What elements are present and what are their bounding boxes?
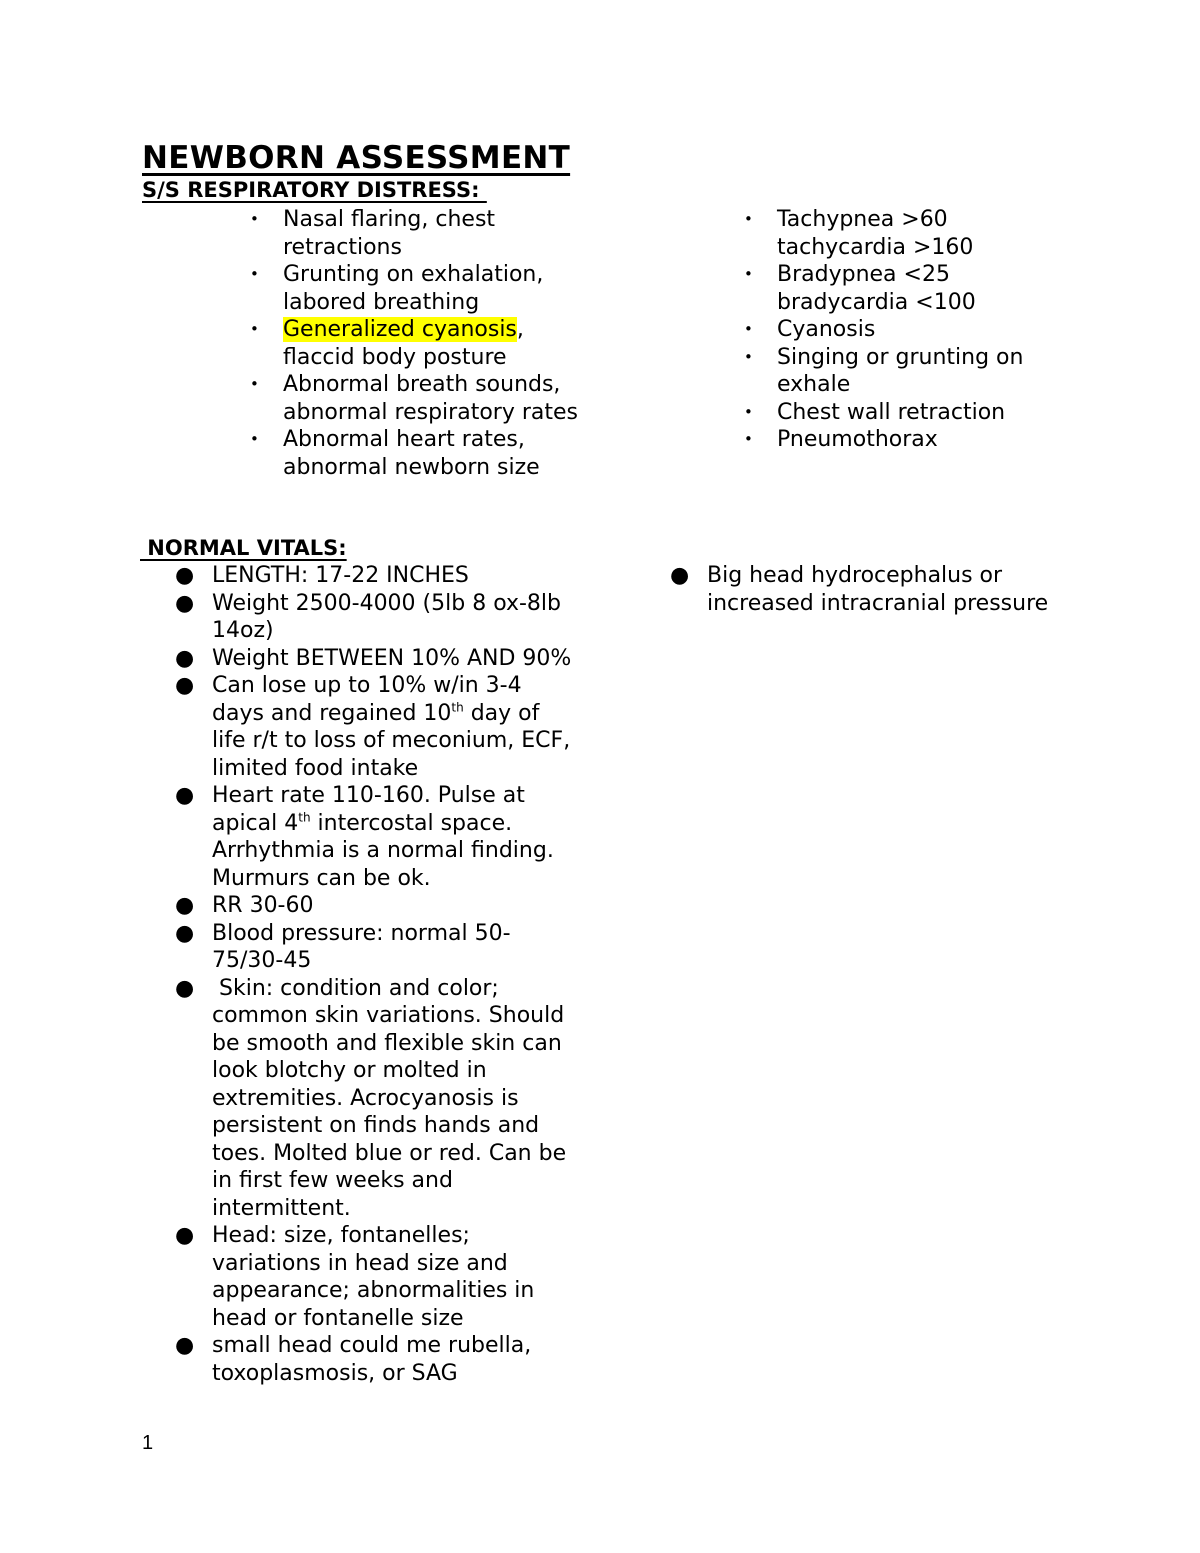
list-item: • Nasal flaring, chest retractions xyxy=(250,207,496,260)
bullet-icon: ● xyxy=(175,563,195,588)
respiratory-distress-heading: S/S RESPIRATORY DISTRESS: xyxy=(142,178,487,202)
normal-vitals-list xyxy=(175,562,574,1387)
bullet-icon: • xyxy=(744,210,753,228)
bullet-icon: • xyxy=(744,265,753,283)
list-item: ● Blood pressure: normal 50-75/30-45 xyxy=(175,920,511,973)
list-item: • Chest wall retraction xyxy=(744,399,1006,425)
list-item: • Pneumothorax xyxy=(744,427,938,452)
list-item: • Cyanosis xyxy=(744,317,876,342)
list-item: • Generalized cyanosis, flaccid body posture xyxy=(250,317,524,370)
bullet-icon: ● xyxy=(175,1333,195,1358)
bullet-icon: ● xyxy=(175,673,195,698)
list-item: ● Weight 2500-4000 (5lb 8 ox-8lb 14oz) xyxy=(175,590,562,643)
list-item: ● small head could me rubella, toxoplasmosis, or SAG xyxy=(175,1333,532,1386)
list-item: ● Can lose up to 10% w/in 3-4 days and regained 10th day of life r/t to loss of meconium, ECF, limited food intake xyxy=(175,673,571,781)
bullet-icon: • xyxy=(250,375,259,393)
list-item: ● RR 30-60 xyxy=(175,893,314,918)
bullet-icon: • xyxy=(250,430,259,448)
distress-signs-right-list xyxy=(744,206,1057,454)
list-item: • Singing or grunting on exhale xyxy=(744,344,1024,397)
list-item: ● LENGTH: 17-22 INCHES xyxy=(175,563,469,588)
bullet-icon: ● xyxy=(175,920,195,946)
list-item: • Grunting on exhalation, labored breathing xyxy=(250,262,544,315)
bullet-icon: ● xyxy=(175,893,195,918)
list-item: • Tachypnea >60 tachycardia >160 xyxy=(744,207,974,260)
list-item: • Abnormal heart rates, abnormal newborn size xyxy=(250,427,540,480)
list-item: • Bradypnea <25 bradycardia <100 xyxy=(744,262,976,315)
head-findings-list xyxy=(670,562,1052,617)
bullet-icon: • xyxy=(250,210,259,228)
list-item: ● Skin: condition and color; common skin variations. Should be smooth and flexible skin can look blotchy or molted in extremities. Acrocyanosis is persistent on finds hands and toes. Molted blue or red. Can be in first few weeks and intermittent. xyxy=(175,975,574,1221)
list-item: ● Head: size, fontanelles; variations in head size and appearance; abnormalities in head or fontanelle size xyxy=(175,1223,535,1331)
bullet-icon: • xyxy=(744,402,753,421)
list-item: • Abnormal breath sounds, abnormal respiratory rates xyxy=(250,372,578,425)
list-item: ● Big head hydrocephalus or increased intracranial pressure xyxy=(670,563,1049,616)
bullet-icon: ● xyxy=(175,645,195,671)
bullet-icon: ● xyxy=(670,563,690,588)
bullet-icon: ● xyxy=(175,590,195,616)
bullet-icon: • xyxy=(250,265,259,283)
highlighted-text: Generalized cyanosis xyxy=(283,317,517,342)
distress-signs-left-list xyxy=(250,206,583,481)
bullet-icon: • xyxy=(250,320,259,338)
document-title: NEWBORN ASSESSMENT xyxy=(142,140,571,176)
list-item: ● Weight BETWEEN 10% AND 90% xyxy=(175,645,572,671)
bullet-icon: ● xyxy=(175,783,195,808)
bullet-icon: • xyxy=(744,347,753,366)
bullet-icon: ● xyxy=(175,1223,195,1248)
page-number: 1 xyxy=(142,1432,154,1454)
bullet-icon: • xyxy=(744,430,753,448)
bullet-icon: • xyxy=(744,320,753,338)
list-item: ● Heart rate 110-160. Pulse at apical 4th intercostal space. Arrhythmia is a normal finding. Murmurs can be ok. xyxy=(175,783,554,891)
bullet-icon: ● xyxy=(175,975,195,1001)
normal-vitals-heading: NORMAL VITALS: xyxy=(140,536,347,560)
